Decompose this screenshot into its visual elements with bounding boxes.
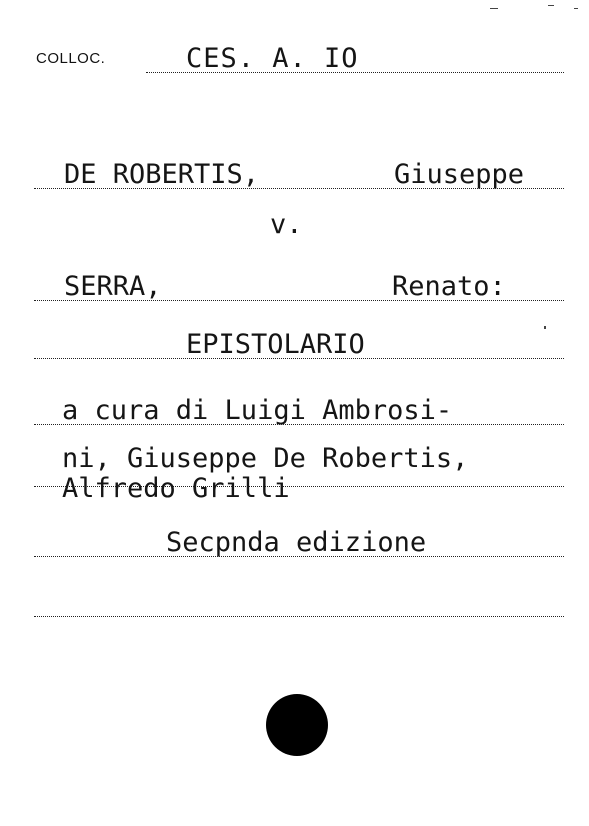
editors-line-3: Alfredo Grilli: [62, 473, 290, 504]
dotted-rule: [146, 72, 564, 73]
shelfmark: CES. A. IO: [186, 43, 359, 74]
dotted-rule: [34, 616, 564, 617]
versus-label: v.: [270, 209, 303, 240]
colloc-label: COLLOC.: [36, 50, 106, 67]
dotted-rule: [34, 300, 564, 301]
edition-statement: Secpnda edizione: [166, 527, 427, 558]
top-speck: [574, 8, 578, 9]
second-author-surname: SERRA,: [64, 271, 162, 302]
author-surname: DE ROBERTIS,: [64, 159, 260, 190]
dotted-rule: [34, 188, 564, 189]
author-given-name: Giuseppe: [394, 159, 525, 190]
work-title: EPISTOLARIO: [186, 329, 365, 360]
top-speck: [548, 5, 554, 6]
dotted-rule: [34, 556, 564, 557]
punch-hole: [266, 694, 328, 756]
dotted-rule: [34, 424, 564, 425]
editors-line-2: ni, Giuseppe De Robertis,: [62, 443, 469, 474]
editors-line-1: a cura di Luigi Ambrosi-: [62, 395, 453, 426]
paper-speck: [544, 326, 546, 329]
top-speck: [490, 8, 498, 9]
second-author-given-name: Renato:: [392, 271, 506, 302]
dotted-rule: [34, 358, 564, 359]
